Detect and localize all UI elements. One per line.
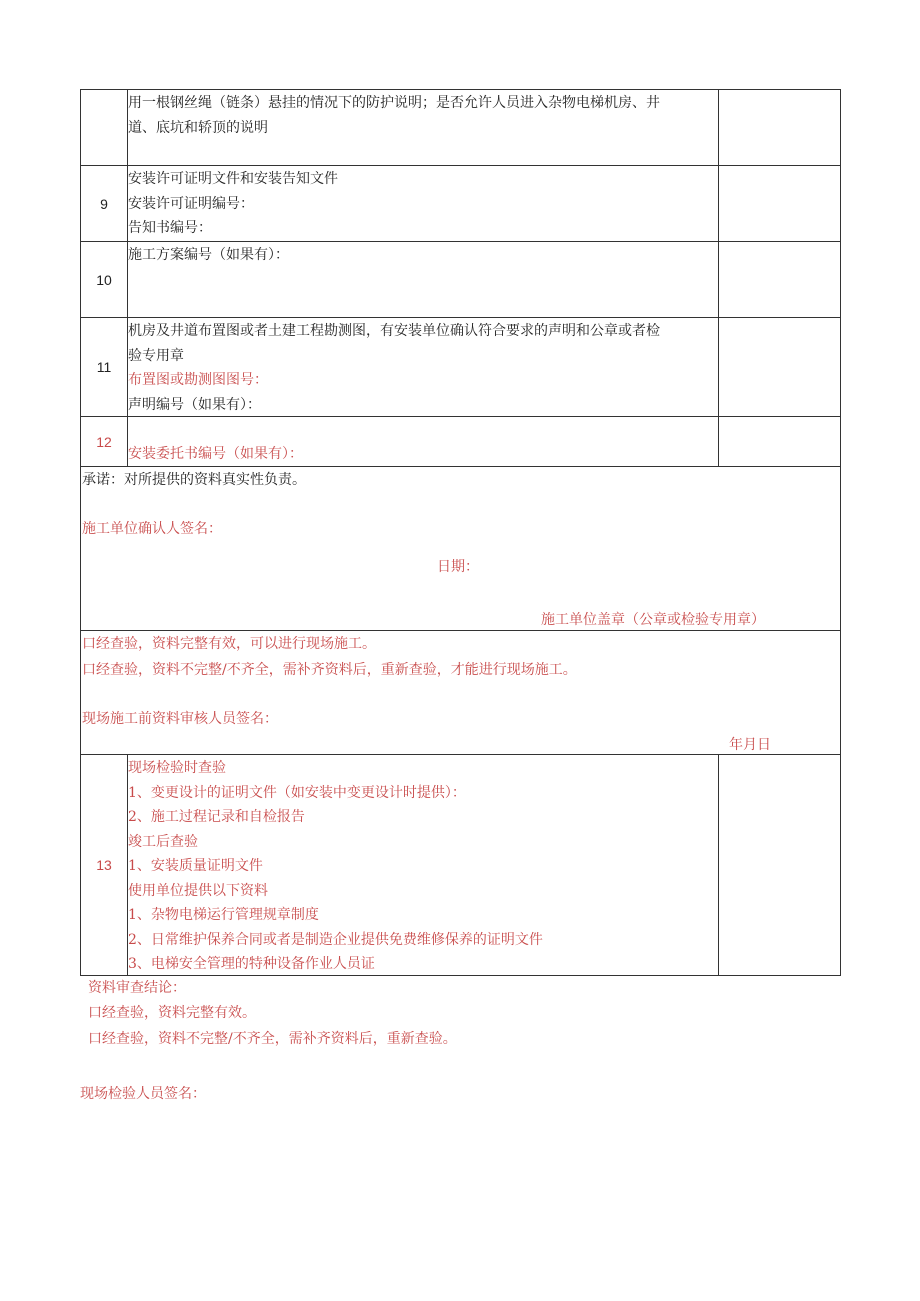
row-number: 13 (81, 755, 128, 975)
inspection-table (80, 89, 841, 976)
table-row-10 (80, 242, 841, 318)
row-text-line: 施工方案编号（如果有）： (128, 247, 289, 263)
row-text-line: 2、日常维护保养合同或者是制造企业提供免费维修保养的证明文件 (128, 931, 543, 948)
contractor-signer-label: 施工单位确认人签名： (82, 521, 222, 537)
row-number: 10 (81, 242, 128, 317)
review-date-label: 年月日 (729, 737, 771, 753)
result-cell (718, 417, 840, 466)
commitment-section (80, 467, 841, 631)
table-row-13 (80, 755, 841, 976)
row-text-line: 安装许可证明文件和安装告知文件 (128, 171, 338, 187)
row-number-cell (81, 90, 128, 165)
row-text-line: 道、底坑和轿顶的说明 (128, 119, 268, 136)
row-text-line: 告知书编号： (128, 220, 212, 236)
inspector-signer-label: 现场检验人员签名： (80, 1086, 206, 1102)
row-text-line: 验专用章 (128, 347, 184, 364)
conclusion-option-incomplete: 口经查验，资料不完整/不齐全，需补齐资料后，重新查验。 (88, 1031, 457, 1047)
pre-construction-review-section (80, 631, 841, 755)
commitment-date-label: 日期： (437, 559, 479, 575)
result-cell (718, 166, 840, 241)
row-text-line: 1、变更设计的证明文件（如安装中变更设计时提供）： (128, 784, 466, 801)
row-content (128, 441, 718, 467)
result-cell (718, 755, 840, 975)
row-text-line: 用一根钢丝绳（链条）悬挂的情况下的防护说明；是否允许人员进入杂物电梯机房、井 (128, 95, 660, 111)
row-text-line: 布置图或勘测图图号： (128, 372, 268, 388)
conclusion-title: 资料审查结论： (88, 980, 186, 996)
conclusion-option-complete: 口经查验，资料完整有效。 (88, 1005, 256, 1021)
table-row-12 (80, 417, 841, 467)
result-cell (718, 318, 840, 416)
row-text-line: 安装委托书编号（如果有）： (128, 446, 303, 462)
row-text-line: 使用单位提供以下资料 (128, 882, 268, 899)
row-text-line: 声明编号（如果有）： (128, 396, 261, 413)
row-content (128, 166, 718, 241)
result-cell (718, 90, 840, 165)
review-option-complete: 口经查验，资料完整有效，可以进行现场施工。 (82, 636, 376, 652)
row-number: 9 (81, 166, 128, 241)
table-row-8 (80, 89, 841, 166)
row-text-line: 机房及井道布置图或者土建工程勘测图，有安装单位确认符合要求的声明和公章或者检 (128, 323, 660, 339)
commitment-text: 承诺：对所提供的资料真实性负责。 (82, 472, 306, 488)
row-text-line: 3、电梯安全管理的特种设备作业人员证 (128, 956, 375, 972)
row-content (128, 242, 718, 268)
table-row-9 (80, 166, 841, 242)
table-row-11 (80, 318, 841, 417)
row-text-line: 1、安装质量证明文件 (128, 858, 263, 874)
row-text-line: 1、杂物电梯运行管理规章制度 (128, 907, 319, 923)
row-text-line: 2、施工过程记录和自检报告 (128, 809, 305, 825)
result-cell (718, 242, 840, 317)
row-number: 11 (81, 318, 128, 416)
row-text-line: 现场检验时查验 (128, 760, 226, 776)
row-content (128, 318, 718, 417)
company-seal-label: 施工单位盖章（公章或检验专用章） (541, 612, 765, 628)
row-text-line: 安装许可证明编号： (128, 195, 254, 212)
row-text-line: 竣工后查验 (128, 833, 198, 850)
reviewer-signer-label: 现场施工前资料审核人员签名： (82, 711, 278, 727)
row-content (128, 755, 718, 977)
row-number: 12 (81, 417, 128, 466)
row-content (128, 90, 718, 140)
review-option-incomplete: 口经查验，资料不完整/不齐全，需补齐资料后，重新查验，才能进行现场施工。 (82, 662, 577, 678)
